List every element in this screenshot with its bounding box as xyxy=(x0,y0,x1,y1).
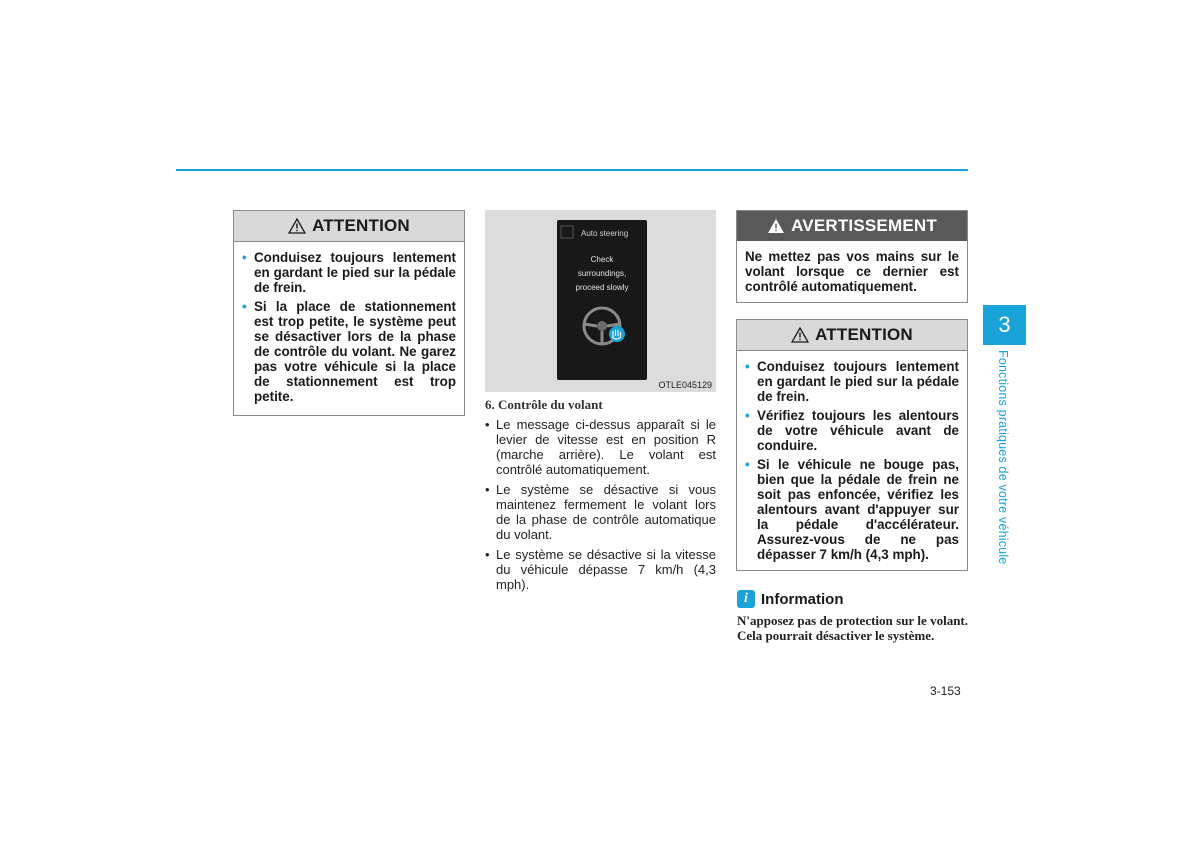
warning-box xyxy=(736,210,968,303)
page-number: 3-153 xyxy=(930,684,961,698)
list-item: • Si la place de stationnement est trop petite, le système peut se désactiver lors de la phase de contrôle du volant. Ne garez pas votre véhicule si la place de stationnement est trop petite. xyxy=(242,299,456,404)
information-text: N'apposez pas de protection sur le volant. Cela pourrait désactiver le système. xyxy=(737,613,968,643)
screen-message-line: surroundings, xyxy=(577,269,627,278)
warning-triangle-icon xyxy=(767,218,785,234)
cluster-screen xyxy=(557,220,647,380)
warning-triangle-icon xyxy=(288,218,306,234)
attention-header xyxy=(234,211,464,242)
list-item: • Le système se désactive si la vitesse du véhicule dépasse 7 km/h (4,3 mph). xyxy=(485,547,716,592)
warning-text: Ne mettez pas vos mains sur le volant lorsque ce dernier est contrôlé automatiquement. xyxy=(745,249,959,294)
dashboard-figure xyxy=(485,210,716,392)
chapter-tab: 3 xyxy=(983,305,1026,345)
info-icon: i xyxy=(737,590,755,608)
list-item: • Le système se désactive si vous maintenez fermement le volant lors de la phase de contrôle automatique du volant. xyxy=(485,482,716,542)
list-item: • Le message ci-dessus apparaît si le levier de vitesse est en position R (marche arrière). Le volant est contrôlé automatiquement. xyxy=(485,417,716,477)
warning-header xyxy=(737,211,967,241)
attention-box-right xyxy=(736,319,968,571)
cluster-screen-graphic xyxy=(557,220,647,380)
warning-triangle-icon xyxy=(791,327,809,343)
screen-message-line: Check xyxy=(590,255,614,264)
top-rule xyxy=(176,169,968,171)
warning-title: AVERTISSEMENT xyxy=(791,216,937,235)
attention-body xyxy=(234,242,464,414)
hand-icon xyxy=(609,326,625,342)
chapter-title: Fonctions pratiques de votre véhicule xyxy=(996,350,1010,565)
list-item: • Conduisez toujours lentement en gardant le pied sur la pédale de frein. xyxy=(745,359,959,404)
list-item: • Vérifiez toujours les alentours de votre véhicule avant de conduire. xyxy=(745,408,959,453)
screen-message-line: proceed slowly xyxy=(575,283,629,292)
steering-control-section xyxy=(485,397,716,597)
attention-body xyxy=(737,351,967,572)
warning-body xyxy=(737,241,967,304)
attention-box-left xyxy=(233,210,465,416)
attention-title: ATTENTION xyxy=(815,325,913,344)
screen-header: Auto steering xyxy=(581,229,629,238)
list-item: • Si le véhicule ne bouge pas, bien que la pédale de frein ne soit pas enfoncée, vérifiez les alentours avant d'appuyer sur la pédale d'accélérateur. Assurez-vous de ne pas dépasser 7 km/h (4,3 mph). xyxy=(745,457,959,562)
attention-title: ATTENTION xyxy=(312,216,410,235)
attention-header xyxy=(737,320,967,351)
section-title: 6. Contrôle du volant xyxy=(485,397,603,412)
figure-code: OTLE045129 xyxy=(658,380,712,390)
information-header xyxy=(737,590,844,608)
information-title: Information xyxy=(761,590,844,608)
list-item: • Conduisez toujours lentement en gardant le pied sur la pédale de frein. xyxy=(242,250,456,295)
